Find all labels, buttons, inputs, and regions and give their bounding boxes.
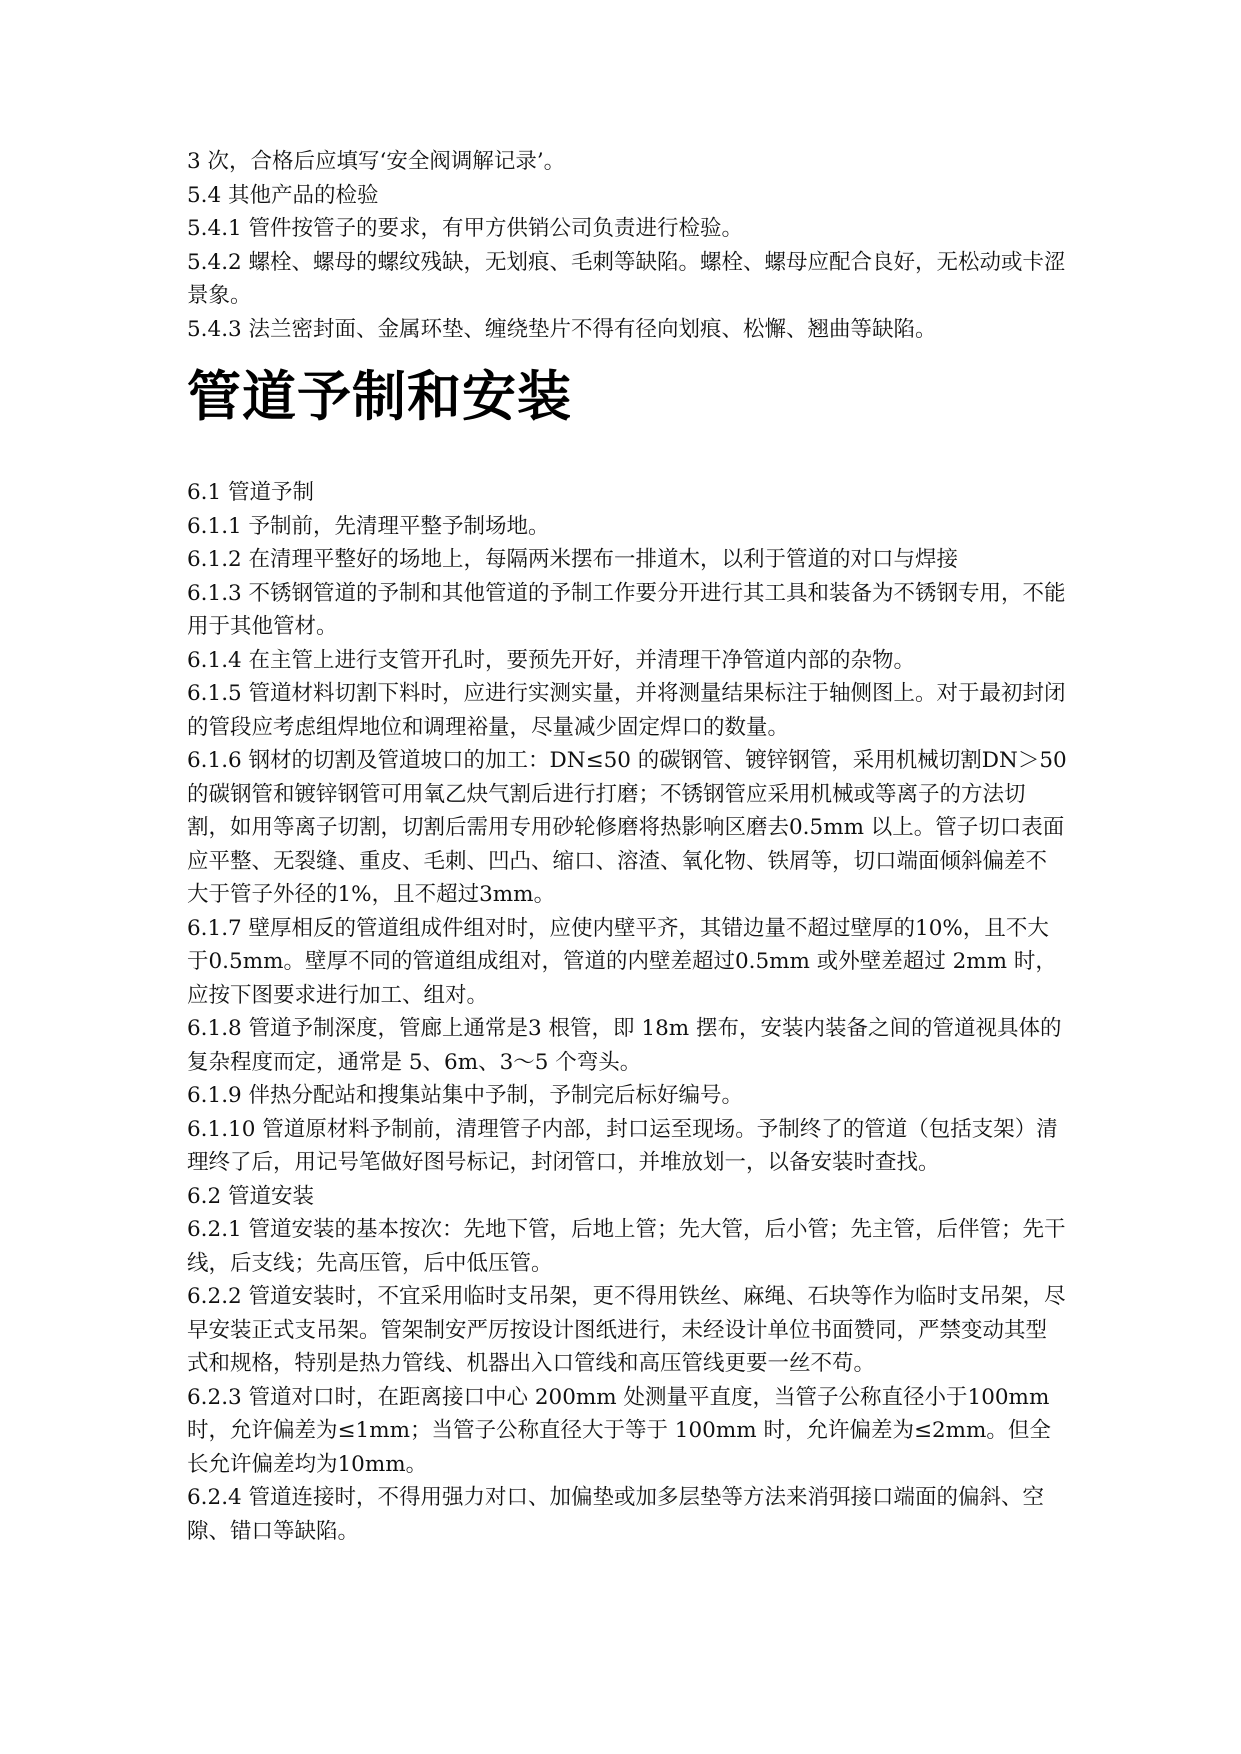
paragraph: 5.4.1 管件按管子的要求，有甲方供销公司负责进行检验。 — [187, 216, 744, 241]
paragraph: 6.2.2 管道安装时，不宜采用临时支吊架，更不得用铁丝、麻绳、石块等作为临时支吊架，尽早安装正式支吊架。管架制安严厉按设计图纸进行，未经设计单位书面赞同，严禁变动其型式和规格，特别是热力管线、机器出入口管线和高压管线更要一丝不苟。 — [187, 1284, 1066, 1376]
paragraph: 6.1.2 在清理平整好的场地上，每隔两米摆布一排道木，以利于管道的对口与焊接 — [187, 547, 959, 572]
paragraph: 6.1.9 伴热分配站和搜集站集中予制，予制完后标好编号。 — [187, 1083, 744, 1108]
paragraph: 6.1.8 管道予制深度，管廊上通常是3 根管，即 18m 摆布，安装内装备之间的管道视具体的复杂程度而定，通常是 5、6m、3～5 个弯头。 — [187, 1016, 1062, 1075]
paragraph: 6.1.10 管道原材料予制前，清理管子内部，封口运至现场。予制终了的管道（包括支架）清理终了后，用记号笔做好图号标记，封闭管口，并堆放划一，以备安装时查找。 — [187, 1116, 1058, 1175]
body-text-block — [187, 476, 1067, 1548]
paragraph: 6.1.5 管道材料切割下料时，应进行实测实量，并将测量结果标注于轴侧图上。对于最初封闭的管段应考虑组焊地位和调理裕量，尽量减少固定焊口的数量。 — [187, 681, 1066, 740]
paragraph: 6.2.1 管道安装的基本按次：先地下管，后地上管；先大管，后小管；先主管，后伴管；先干线，后支线；先高压管，后中低压管。 — [187, 1217, 1066, 1276]
paragraph: 6.2 管道安装 — [187, 1183, 315, 1209]
paragraph: 5.4 其他产品的检验 — [187, 182, 379, 208]
paragraph: 5.4.3 法兰密封面、金属环垫、缠绕垫片不得有径向划痕、松懈、翘曲等缺陷。 — [187, 316, 937, 342]
paragraph: 6.1.6 钢材的切割及管道坡口的加工：DN≤50 的碳钢管、镀锌钢管，采用机械切割DN＞50 的碳钢管和镀锌钢管可用氧乙炔气割后进行打磨；不锈钢管应采用机械或等离子的方法切割，如用等离子切割，切割后需用专用砂轮修磨将热影响区磨去0.5mm 以上。管子切口表面应平整、无裂缝、重皮、毛刺、凹凸、缩口、溶渣、氧化物、铁屑等，切口端面倾斜偏差不大于管子外径的1%，且不超过3mm。 — [187, 748, 1067, 907]
paragraph: 6.2.4 管道连接时，不得用强力对口、加偏垫或加多层垫等方法来消弭接口端面的偏斜、空隙、错口等缺陷。 — [187, 1485, 1045, 1544]
paragraph: 5.4.2 螺栓、螺母的螺纹残缺，无划痕、毛刺等缺陷。螺栓、螺母应配合良好，无松动或卡涩景象。 — [187, 249, 1066, 308]
section-heading: 管道予制和安装 — [187, 365, 572, 428]
paragraph: 6.1.7 壁厚相反的管道组成件组对时，应使内壁平齐，其错边量不超过壁厚的10%，且不大于0.5mm。壁厚不同的管道组成组对，管道的内壁差超过0.5mm 或外壁差超过 2mm 时，应按下图要求进行加工、组对。 — [187, 915, 1057, 1008]
paragraph: 3 次，合格后应填写‘安全阀调解记录’。 — [187, 149, 566, 174]
paragraph: 6.2.3 管道对口时，在距离接口中心 200mm 处测量平直度，当管子公称直径小于100mm 时，允许偏差为≤1mm；当管子公称直径大于等于 100mm 时，允许偏差为≤2mm。但全长允许偏差均为10mm。 — [187, 1384, 1051, 1477]
paragraph: 6.1.3 不锈钢管道的予制和其他管道的予制工作要分开进行其工具和装备为不锈钢专用，不能用于其他管材。 — [187, 580, 1066, 639]
paragraph: 6.1.1 予制前，先清理平整予制场地。 — [187, 513, 550, 539]
paragraph: 6.1 管道予制 — [187, 480, 315, 505]
paragraph: 6.1.4 在主管上进行支管开孔时，要预先开好，并清理干净管道内部的杂物。 — [187, 647, 916, 673]
top-text-block — [187, 145, 1067, 346]
